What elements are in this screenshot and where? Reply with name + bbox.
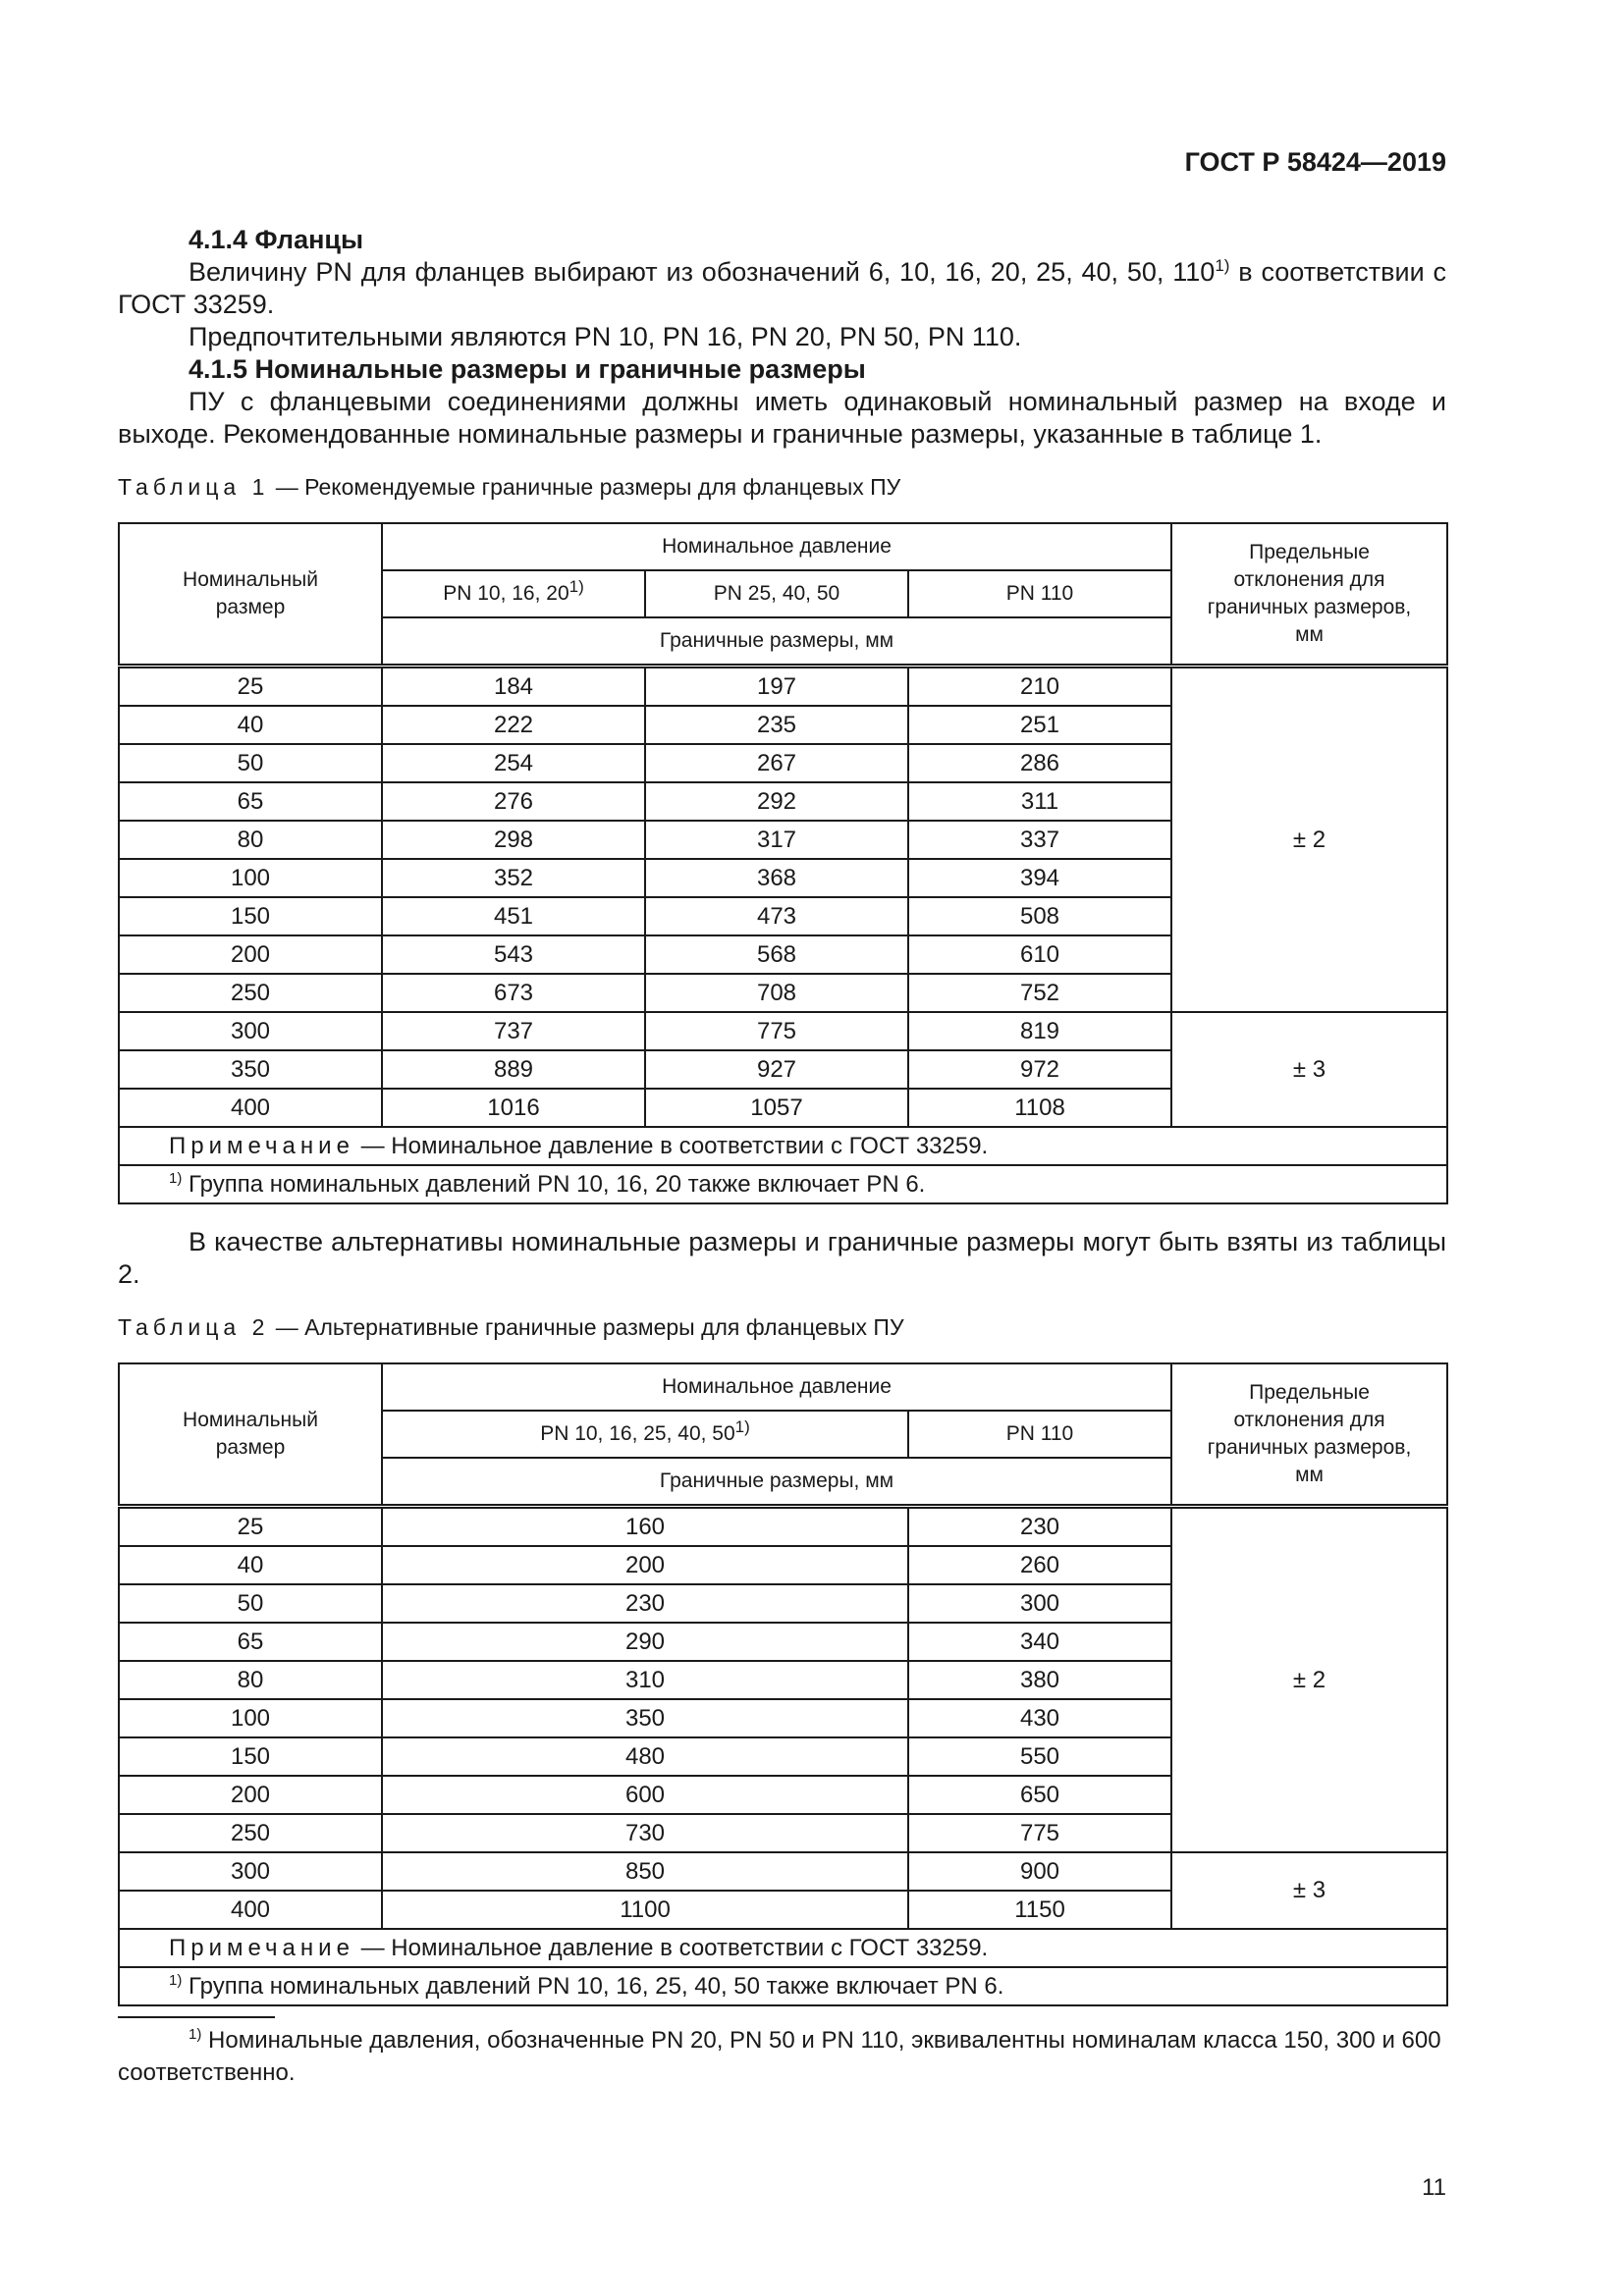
table-cell: 286 bbox=[908, 744, 1171, 782]
table-cell: 352 bbox=[382, 859, 645, 897]
table-2-note: Примечание — Номинальное давление в соответствии с ГОСТ 33259. bbox=[119, 1929, 1447, 1967]
between-tables-paragraph: В качестве альтернативы номинальные размеры и граничные размеры могут быть взяты из таблицы 2. bbox=[118, 1227, 1446, 1289]
table-cell: 311 bbox=[908, 782, 1171, 821]
table-1-header-deviation: Предельные отклонения для граничных размеров, мм bbox=[1171, 523, 1447, 667]
table-cell: 100 bbox=[119, 1699, 382, 1737]
table-cell: 317 bbox=[645, 821, 908, 859]
table-cell: 737 bbox=[382, 1012, 645, 1050]
table-2-header-nominal: Номинальный размер bbox=[119, 1363, 382, 1507]
table-cell: 200 bbox=[119, 935, 382, 974]
section-4-1-4-paragraph-2: Предпочтительными являются PN 10, PN 16, PN 20, PN 50, PN 110. bbox=[189, 322, 1022, 351]
table-cell: 298 bbox=[382, 821, 645, 859]
table-cell: 850 bbox=[382, 1852, 908, 1891]
table-1-header-pressure: Номинальное давление bbox=[382, 523, 1171, 570]
section-4-1-5-title: 4.1.5 Номинальные размеры и граничные размеры bbox=[189, 354, 866, 384]
table-cell: 1057 bbox=[645, 1089, 908, 1127]
table-2 bbox=[118, 1362, 1448, 2006]
table-cell: 394 bbox=[908, 859, 1171, 897]
table-2-header-pn-group-2: PN 110 bbox=[908, 1411, 1171, 1458]
table-cell: 250 bbox=[119, 1814, 382, 1852]
table-cell: 235 bbox=[645, 706, 908, 744]
table-cell: 927 bbox=[645, 1050, 908, 1089]
table-cell: 900 bbox=[908, 1852, 1171, 1891]
table-cell: 230 bbox=[382, 1584, 908, 1623]
table-row bbox=[119, 1012, 1447, 1050]
table-cell: 543 bbox=[382, 935, 645, 974]
table-2-header-pressure: Номинальное давление bbox=[382, 1363, 1171, 1411]
table-cell: 250 bbox=[119, 974, 382, 1012]
table-2-deviation-1: ± 2 bbox=[1171, 1507, 1447, 1853]
table-1-footnote: $^{1)}$ Группа номинальных давлений PN 10, 16, 20 также включает PN 6. bbox=[119, 1165, 1447, 1203]
table-1-header-pn-group-1: PN 10, 16, 20$^{1)}$ bbox=[382, 570, 645, 617]
table-cell: 708 bbox=[645, 974, 908, 1012]
footnote-ref: 1) bbox=[1215, 256, 1230, 275]
table-cell: 210 bbox=[908, 667, 1171, 707]
table-2-header-pn-group-1: PN 10, 16, 25, 40, 50$^{1)}$ bbox=[382, 1411, 908, 1458]
table-1-caption: Таблица 1 — Рекомендуемые граничные размеры для фланцевых ПУ bbox=[118, 474, 901, 500]
table-cell: 200 bbox=[119, 1776, 382, 1814]
table-cell: 350 bbox=[382, 1699, 908, 1737]
section-4-1-4-title: 4.1.4 Фланцы bbox=[189, 225, 364, 254]
table-cell: 430 bbox=[908, 1699, 1171, 1737]
table-cell: 889 bbox=[382, 1050, 645, 1089]
table-cell: 50 bbox=[119, 1584, 382, 1623]
table-cell: 400 bbox=[119, 1089, 382, 1127]
table-cell: 350 bbox=[119, 1050, 382, 1089]
table-cell: 50 bbox=[119, 744, 382, 782]
table-cell: 819 bbox=[908, 1012, 1171, 1050]
table-cell: 25 bbox=[119, 667, 382, 707]
table-cell: 184 bbox=[382, 667, 645, 707]
table-cell: 400 bbox=[119, 1891, 382, 1929]
table-cell: 1100 bbox=[382, 1891, 908, 1929]
page-footnote: $^{1)}$ Номинальные давления, обозначенные PN 20, PN 50 и PN 110, эквивалентны номиналам класса 150, 300 и 600 соответственно. bbox=[118, 2026, 1441, 2086]
table-1-deviation-1: ± 2 bbox=[1171, 667, 1447, 1013]
table-cell: 222 bbox=[382, 706, 645, 744]
document-id: ГОСТ Р 58424—2019 bbox=[1184, 147, 1446, 177]
table-cell: 972 bbox=[908, 1050, 1171, 1089]
table-1-header-nominal: Номинальный размер bbox=[119, 523, 382, 667]
table-cell: 80 bbox=[119, 1661, 382, 1699]
table-cell: 230 bbox=[908, 1507, 1171, 1547]
table-1-header-limits: Граничные размеры, мм bbox=[382, 617, 1171, 667]
table-cell: 260 bbox=[908, 1546, 1171, 1584]
table-cell: 480 bbox=[382, 1737, 908, 1776]
table-cell: 473 bbox=[645, 897, 908, 935]
table-cell: 80 bbox=[119, 821, 382, 859]
table-1-header-pn-group-3: PN 110 bbox=[908, 570, 1171, 617]
table-2-header-deviation: Предельные отклонения для граничных размеров, мм bbox=[1171, 1363, 1447, 1507]
table-cell: 451 bbox=[382, 897, 645, 935]
table-cell: 300 bbox=[119, 1852, 382, 1891]
table-cell: 276 bbox=[382, 782, 645, 821]
table-cell: 752 bbox=[908, 974, 1171, 1012]
table-cell: 337 bbox=[908, 821, 1171, 859]
table-cell: 775 bbox=[908, 1814, 1171, 1852]
table-cell: 1016 bbox=[382, 1089, 645, 1127]
table-cell: 254 bbox=[382, 744, 645, 782]
table-cell: 508 bbox=[908, 897, 1171, 935]
table-1 bbox=[118, 522, 1448, 1204]
table-cell: 568 bbox=[645, 935, 908, 974]
table-cell: 150 bbox=[119, 1737, 382, 1776]
table-1-deviation-2: ± 3 bbox=[1171, 1012, 1447, 1127]
table-cell: 197 bbox=[645, 667, 908, 707]
table-cell: 40 bbox=[119, 1546, 382, 1584]
footnote-separator bbox=[118, 2016, 275, 2018]
table-cell: 200 bbox=[382, 1546, 908, 1584]
table-cell: 65 bbox=[119, 1623, 382, 1661]
table-2-caption: Таблица 2 — Альтернативные граничные размеры для фланцевых ПУ bbox=[118, 1314, 904, 1340]
section-4-1-5-paragraph: ПУ с фланцевыми соединениями должны иметь одинаковый номинальный размер на входе и выходе. Рекомендованные номинальные размеры и граничные размеры, указанные в таблице 1. bbox=[118, 387, 1446, 449]
table-cell: 292 bbox=[645, 782, 908, 821]
table-cell: 650 bbox=[908, 1776, 1171, 1814]
table-row bbox=[119, 1507, 1447, 1547]
table-2-deviation-2: ± 3 bbox=[1171, 1852, 1447, 1929]
page-content bbox=[118, 224, 1446, 2089]
table-cell: 160 bbox=[382, 1507, 908, 1547]
table-cell: 300 bbox=[908, 1584, 1171, 1623]
table-1-header-pn-group-2: PN 25, 40, 50 bbox=[645, 570, 908, 617]
table-cell: 673 bbox=[382, 974, 645, 1012]
table-cell: 600 bbox=[382, 1776, 908, 1814]
table-cell: 368 bbox=[645, 859, 908, 897]
table-cell: 730 bbox=[382, 1814, 908, 1852]
table-cell: 1108 bbox=[908, 1089, 1171, 1127]
table-2-header-limits: Граничные размеры, мм bbox=[382, 1458, 1171, 1507]
table-cell: 310 bbox=[382, 1661, 908, 1699]
table-cell: 300 bbox=[119, 1012, 382, 1050]
table-2-footnote: $^{1)}$ Группа номинальных давлений PN 10, 16, 25, 40, 50 также включает PN 6. bbox=[119, 1967, 1447, 2005]
table-cell: 100 bbox=[119, 859, 382, 897]
table-cell: 251 bbox=[908, 706, 1171, 744]
table-cell: 25 bbox=[119, 1507, 382, 1547]
table-cell: 550 bbox=[908, 1737, 1171, 1776]
section-4-1-4-paragraph-1: Величину PN для фланцев выбирают из обозначений 6, 10, 16, 20, 25, 40, 50, 110$^{1)}$ в соответствии с ГОСТ 33259. bbox=[118, 256, 1446, 319]
table-cell: 380 bbox=[908, 1661, 1171, 1699]
table-1-note: Примечание — Номинальное давление в соответствии с ГОСТ 33259. bbox=[119, 1127, 1447, 1165]
table-cell: 775 bbox=[645, 1012, 908, 1050]
table-cell: 40 bbox=[119, 706, 382, 744]
table-cell: 65 bbox=[119, 782, 382, 821]
table-row bbox=[119, 1852, 1447, 1891]
table-cell: 290 bbox=[382, 1623, 908, 1661]
table-row bbox=[119, 667, 1447, 707]
table-cell: 340 bbox=[908, 1623, 1171, 1661]
table-cell: 150 bbox=[119, 897, 382, 935]
table-cell: 1150 bbox=[908, 1891, 1171, 1929]
table-cell: 610 bbox=[908, 935, 1171, 974]
table-cell: 267 bbox=[645, 744, 908, 782]
page-number: 11 bbox=[1422, 2174, 1446, 2201]
